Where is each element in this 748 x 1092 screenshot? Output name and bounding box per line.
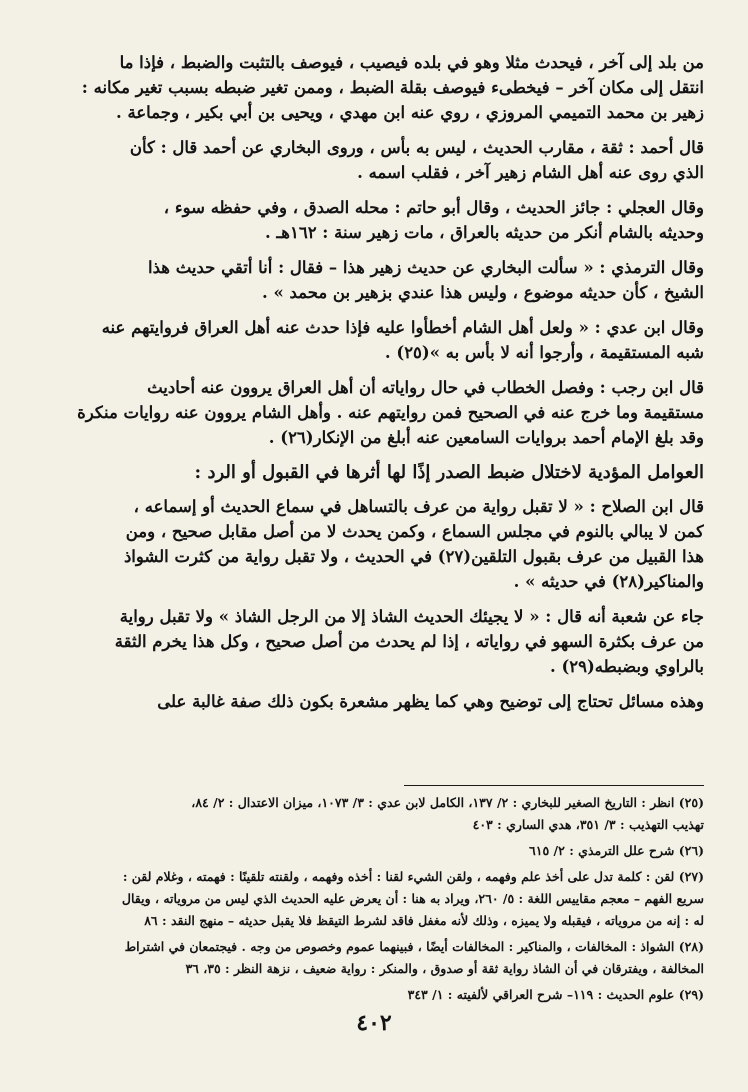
footnote — [58, 984, 704, 1006]
text-line: زهير بن محمد التميمي المروزي ، روي عنه ابن مهدي ، ويحيى بن أبي بكير ، وجماعة . — [116, 103, 704, 122]
text-line: قال ابن الصلاح : « لا تقبل رواية من عرف بالتساهل في سماع الحديث أو إسماعه ، — [133, 497, 704, 516]
text-line: انتقل إلى مكان آخر – فيخطىء فيوصف بقلة الضبط ، وممن تغير ضبطه بسبب تغير مكانه : — [81, 78, 704, 97]
text-line: قال ابن رجب : وفصل الخطاب في حال رواياته أن أهل العراق يروون عنه أحاديث — [147, 378, 704, 397]
main-text — [64, 50, 704, 724]
footnote — [58, 936, 704, 980]
text-line: مستقيمة وما خرج عنه في الصحيح فمن روايتهم عنه . وأهل الشام يروون عنه روايات منكرة — [77, 403, 704, 422]
text-line: والمناكير(٢٨) في حديثه » . — [513, 572, 704, 591]
text-line: وقال الترمذي : « سألت البخاري عن حديث زهير هذا – فقال : أنا أتقي حديث هذا — [148, 258, 704, 277]
text-line: بالراوي وبضبطه(٢٩) . — [549, 657, 704, 676]
footnotes — [58, 792, 704, 1010]
paragraph — [64, 195, 704, 245]
text-line: كمن لا يبالي بالنوم في مجلس السماع ، وكمن يحدث لا من أصل مقابل صحيح ، ومن — [125, 522, 704, 541]
text-line: قال أحمد : ثقة ، مقارب الحديث ، ليس به بأس ، وروى البخاري عن أحمد قال : كأن — [129, 138, 704, 157]
text-line: وقال العجلي : جائز الحديث ، وقال أبو حاتم : محله الصدق ، وفي حفظه سوء ، — [163, 198, 704, 217]
footnote-line: (٢٥) انظر : التاريخ الصغير للبخاري : ٢/ ١٣٧، الكامل لابن عدي : ٣/ ١٠٧٣، ميزان الاعتدال : ٢/ ٨٤، — [191, 795, 704, 810]
page-number: ٤٠٢ — [356, 1010, 392, 1036]
footnote-line: (٢٦) شرح علل الترمذي : ٢/ ٦١٥ — [529, 843, 704, 858]
text-line: الذي روى عنه أهل الشام زهير آخر ، فقلب اسمه . — [357, 163, 704, 182]
text-line: وقد بلغ الإمام أحمد بروايات السامعين عنه أبلغ من الإنكار(٢٦) . — [268, 428, 704, 447]
footnote-line: سريع الفهم – معجم مقاييس اللغة : ٥/ ٢٦٠، ويراد به هنا : أن يعرض عليه الحديث الذي ليس من مروياته ، ويقال — [121, 891, 704, 906]
footnote-line: له : إنه من مروياته ، فيقبله ولا يميزه ، وذلك لأنه مغفل فاقد لشرط التيقظ فلا يقبل حديثه – منهج النقد : ٨٦ — [144, 913, 704, 928]
footnote — [58, 840, 704, 862]
text-line: شبه المستقيمة ، وأرجوا أنه لا بأس به »(٢٥) . — [384, 343, 704, 362]
text-line: وحديثه بالشام أنكر من حديثه بالعراق ، مات زهير سنة : ١٦٢هـ . — [264, 223, 704, 242]
footnote-line: (٢٩) علوم الحديث : ١١٩– شرح العراقي لألفيته : ١/ ٣٤٣ — [407, 987, 704, 1002]
text-line: وهذه مسائل تحتاج إلى توضيح وهي كما يظهر مشعرة بكون ذلك صفة غالبة على — [157, 692, 704, 711]
paragraph — [64, 135, 704, 185]
text-line: وقال ابن عدي : « ولعل أهل الشام أخطأوا عليه فإذا حدث عنه أهل العراق فروايتهم عنه — [101, 318, 704, 337]
footnote — [58, 866, 704, 932]
footnote-line: (٢٧) لقن : كلمة تدل على أخذ علم وفهمه ، ولقن الشيء لقنا : أخذه وفهمه ، ولقنته تلقينًا : فهمته ، وغلام لقن : — [122, 869, 704, 884]
footnote-divider — [404, 785, 704, 786]
footnote-line: (٢٨) الشواذ : المخالفات ، والمناكير : المخالفات أيضًا ، فبينهما عموم وخصوص من وجه . فيجتمعان في اشتراط — [124, 939, 704, 954]
paragraph — [64, 255, 704, 305]
paragraph — [64, 494, 704, 594]
paragraph — [64, 315, 704, 365]
text-line: من بلد إلى آخر ، فيحدث مثلا وهو في بلده فيصيب ، فيوصف بالتثبت والضبط ، فإذا ما — [119, 53, 704, 72]
text-line: الشيخ ، كأن حديثه موضوع ، وليس هذا عندي بزهير بن محمد » . — [261, 283, 704, 302]
text-line: من عرف بكثرة السهو في رواياته ، إذا لم يحدث من أصل صحيح ، وكل هذا يخرم الثقة — [114, 632, 704, 651]
footnote-line: تهذيب التهذيب : ٣/ ٣٥١، هدي الساري : ٤٠٣ — [472, 817, 704, 832]
paragraph — [64, 604, 704, 679]
paragraph — [64, 689, 704, 714]
footnote — [58, 792, 704, 836]
text-line: هذا القبيل من عرف بقبول التلقين(٢٧) في الحديث ، ولا تقبل رواية من كثرت الشواذ — [123, 547, 704, 566]
paragraph — [64, 50, 704, 125]
paragraph — [64, 375, 704, 450]
footnote-line: المخالفة ، ويفترقان في أن الشاذ رواية ثقة أو صدوق ، والمنكر : رواية ضعيف ، نزهة النظر : ٣٥، ٣٦ — [185, 961, 704, 976]
text-line: جاء عن شعبة أنه قال : « لا يجيئك الحديث الشاذ إلا من الرجل الشاذ » ولا تقبل رواية — [119, 607, 704, 626]
section-heading: العوامل المؤدية لاختلال ضبط الصدر إذًا لها أثرها في القبول أو الرد : — [194, 462, 704, 483]
